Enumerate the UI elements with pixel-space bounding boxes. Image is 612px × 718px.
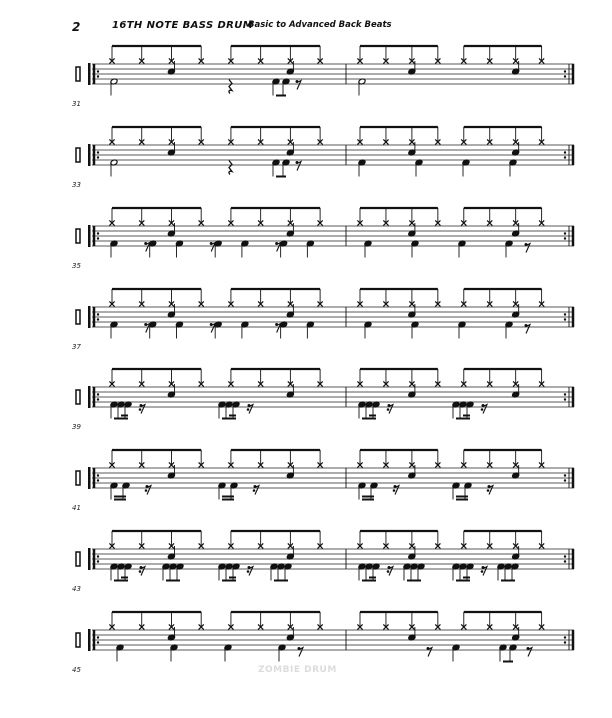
eighth-rest [389, 567, 393, 576]
repeat-dot [97, 156, 99, 158]
repeat-dot [564, 555, 566, 557]
eighth-rest [526, 244, 530, 253]
repeat-dot [97, 560, 99, 562]
eighth-rest [489, 486, 493, 495]
system-bracket [88, 306, 91, 328]
repeat-dot [97, 479, 99, 481]
repeat-dot [564, 636, 566, 638]
repeat-dot [97, 393, 99, 395]
measure-number: 43 [72, 585, 81, 593]
repeat-dot [564, 479, 566, 481]
percussion-clef [76, 148, 80, 162]
quarter-rest [229, 80, 232, 94]
system-bracket [88, 225, 91, 247]
measure-number: 37 [72, 343, 81, 351]
staff-system [72, 369, 574, 431]
rest-dot [253, 489, 256, 492]
system-bracket [88, 467, 91, 489]
staff-system [72, 127, 574, 189]
measure-number: 31 [72, 100, 81, 108]
percussion-clef [76, 67, 80, 81]
measure-number: 39 [72, 423, 81, 431]
eighth-rest [389, 405, 393, 414]
eighth-rest [528, 648, 532, 657]
rest-dot [139, 408, 142, 411]
repeat-dot [97, 318, 99, 320]
repeat-dot [564, 313, 566, 315]
eighth-rest [395, 486, 399, 495]
eighth-rest [147, 486, 151, 495]
rest-dot [247, 570, 250, 573]
percussion-clef [76, 633, 80, 647]
repeat-dot [97, 555, 99, 557]
repeat-dot [97, 398, 99, 400]
system-bracket [88, 63, 91, 85]
system-bracket [88, 629, 91, 651]
eighth-rest [255, 486, 259, 495]
system-bracket [88, 144, 91, 166]
measure-number: 33 [72, 181, 81, 189]
measure-number: 35 [72, 262, 81, 270]
repeat-dot [97, 151, 99, 153]
repeat-dot [564, 560, 566, 562]
percussion-clef [76, 310, 80, 324]
eighth-rest [249, 405, 253, 414]
repeat-dot [564, 156, 566, 158]
eighth-rest [428, 648, 432, 657]
eighth-rest [483, 405, 487, 414]
staff-system [72, 531, 574, 593]
repeat-dot [564, 70, 566, 72]
eighth-rest [297, 81, 301, 90]
percussion-clef [76, 471, 80, 485]
eighth-rest [483, 567, 487, 576]
rest-dot [387, 408, 390, 411]
repeat-dot [97, 641, 99, 643]
rest-dot [139, 570, 142, 573]
rest-dot [481, 408, 484, 411]
repeat-dot [97, 70, 99, 72]
rest-dot [387, 570, 390, 573]
staff-system [72, 46, 574, 108]
system-bracket [88, 548, 91, 570]
repeat-dot [564, 232, 566, 234]
eighth-rest [297, 162, 301, 171]
repeat-dot [564, 474, 566, 476]
percussion-clef [76, 390, 80, 404]
staff-system [72, 289, 574, 351]
repeat-dot [564, 75, 566, 77]
rest-dot [145, 489, 148, 492]
staff-system [72, 208, 574, 270]
repeat-dot [97, 636, 99, 638]
repeat-dot [97, 237, 99, 239]
quarter-rest [229, 161, 232, 175]
percussion-clef [76, 229, 80, 243]
rest-dot [487, 489, 490, 492]
repeat-dot [564, 318, 566, 320]
eighth-rest [249, 567, 253, 576]
repeat-dot [564, 641, 566, 643]
rest-dot [481, 570, 484, 573]
repeat-dot [564, 151, 566, 153]
system-bracket [88, 386, 91, 408]
measure-number: 41 [72, 504, 81, 512]
page-number: 2 [72, 20, 81, 34]
watermark: ZOMBIE DRUM [258, 665, 337, 675]
repeat-dot [97, 75, 99, 77]
staff-system [72, 450, 574, 512]
rest-dot [247, 408, 250, 411]
eighth-rest [141, 405, 145, 414]
repeat-dot [564, 237, 566, 239]
eighth-rest [299, 648, 303, 657]
measure-number: 45 [72, 666, 81, 674]
repeat-dot [97, 232, 99, 234]
eighth-rest [141, 567, 145, 576]
eighth-rest [526, 325, 530, 334]
rest-dot [393, 489, 396, 492]
repeat-dot [564, 393, 566, 395]
percussion-clef [76, 552, 80, 566]
repeat-dot [97, 313, 99, 315]
page-subtitle: Basic to Advanced Back Beats [248, 20, 392, 30]
page-title: 16TH NOTE BASS DRUM [112, 20, 254, 31]
repeat-dot [97, 474, 99, 476]
repeat-dot [564, 398, 566, 400]
